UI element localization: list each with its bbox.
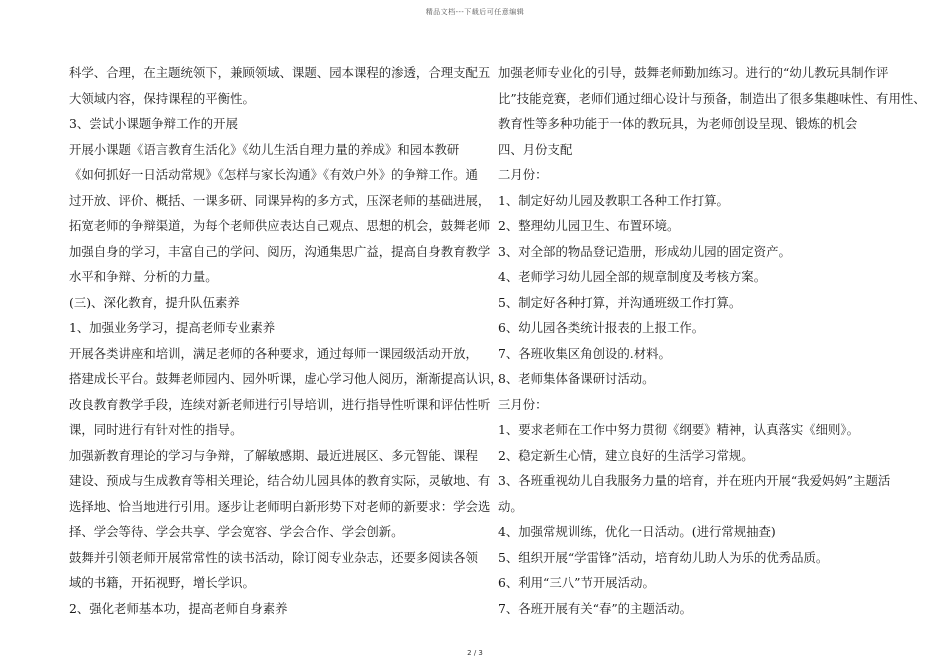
text-line: 水平和争辩、分析的力量。 <box>69 269 218 284</box>
text-line: 域的书籍，开拓视野，增长学识。 <box>69 575 255 590</box>
text-line: 比”技能竞赛，老师们通过细心设计与预备，制造出了很多集趣味性、有用性、 <box>498 90 926 106</box>
text-line: 建设、预成与生成教育等相关理论，结合幼儿园具体的教育实际，灵敏地、有 <box>69 473 491 488</box>
text-line: 选择地、恰当地进行引用。逐步让老师明白新形势下对老师的新要求：学会选 <box>69 498 491 514</box>
text-line: 开展小课题《语言教育生活化》《幼儿生活自理力量的养成》和园本教研 <box>69 141 460 157</box>
text-line: 2、整理幼儿园卫生、布置环境。 <box>498 218 680 233</box>
text-line: 6、利用“三八”节开展活动。 <box>498 575 655 590</box>
text-line: 改良教育教学手段，连续对新老师进行引导培训，进行指导性听课和评估性听 <box>69 396 491 412</box>
text-line: 加强新教育理论的学习与争辩，了解敏感期、最近进展区、多元智能、课程 <box>69 447 478 463</box>
text-line: 加强自身的学习，丰富自己的学问、阅历，沟通集思广益，提高自身教育教学 <box>69 243 491 259</box>
text-line: 《如何抓好一日活动常规》《怎样与家长沟通》《有效户外》的争辩工作。通 <box>69 167 478 182</box>
text-line: 三月份： <box>498 396 548 412</box>
text-line: 4、老师学习幼儿园全部的规章制度及考核方案。 <box>498 269 767 284</box>
text-line: 1、加强业务学习，提高老师专业素养 <box>69 320 276 335</box>
text-line: 3、对全部的物品登记造册，形成幼儿园的固定资产。 <box>498 243 791 259</box>
text-line: 科学、合理，在主题统领下，兼顾领域、课题、园本课程的渗透，合理支配五 <box>69 65 491 80</box>
text-line: 4、加强常规训练，优化一日活动。(进行常规抽查) <box>498 524 776 539</box>
text-line: 2、强化老师基本功，提高老师自身素养 <box>69 600 288 616</box>
text-line: 二月份： <box>498 167 548 182</box>
text-line: 7、各班开展有关“春”的主题活动。 <box>498 600 693 616</box>
left-column <box>69 60 503 621</box>
right-column <box>498 60 926 621</box>
text-line: 2、稳定新生心情，建立良好的生活学习常规。 <box>498 447 754 463</box>
text-line: 动。 <box>498 498 523 514</box>
page-header: 精品文档---下载后可任意编辑 <box>425 8 525 16</box>
text-line: 3、各班重视幼儿自我服务力量的培育，并在班内开展“我爱妈妈”主题活 <box>498 473 891 488</box>
text-line: 开展各类讲座和培训，满足老师的各种要求，通过每师一课园级活动开放， <box>69 345 478 361</box>
text-line: 课，同时进行有针对性的指导。 <box>69 422 243 437</box>
text-line: 6、幼儿园各类统计报表的上报工作。 <box>498 320 705 335</box>
text-line: 搭建成长平台。鼓舞老师园内、园外听课，虚心学习他人阅历，渐渐提高认识， <box>69 371 503 386</box>
text-line: 加强老师专业化的引导，鼓舞老师勤加练习。进行的“幼儿教玩具制作评 <box>498 65 889 80</box>
text-line: 3、尝试小课题争辩工作的开展 <box>69 116 238 131</box>
text-line: 四、月份支配 <box>498 141 573 157</box>
text-line: 过开放、评价、概括、一课多研、同课异构的多方式，压深老师的基础进展， <box>69 192 491 208</box>
text-line: 5、组织开展“学雷锋”活动，培育幼儿助人为乐的优秀品质。 <box>498 549 829 565</box>
page-number: 2 / 3 <box>467 649 483 657</box>
text-line: 7、各班收集区角创设的.材料。 <box>498 345 671 361</box>
text-line: 大领域内容，保持课程的平衡性。 <box>69 90 255 106</box>
text-line: 教育性等多种功能于一体的教玩具，为老师创设呈现、锻炼的机会 <box>498 116 858 131</box>
text-line: 鼓舞并引领老师开展常常性的读书活动，除订阅专业杂志，还要多阅读各领 <box>69 549 478 565</box>
text-line: 择、学会等待、学会共享、学会宽容、学会合作、学会创新。 <box>69 524 404 539</box>
text-line: (三)、深化教育，提升队伍素养 <box>69 294 240 310</box>
text-line: 1、要求老师在工作中努力贯彻《纲要》精神，认真落实《细则》。 <box>498 422 860 437</box>
text-line: 5、制定好各种打算，并沟通班级工作打算。 <box>498 294 742 310</box>
text-line: 1、制定好幼儿园及教职工各种工作打算。 <box>498 192 729 208</box>
text-line: 拓宽老师的争辩渠道，为每个老师供应表达自己观点、思想的机会，鼓舞老师 <box>69 218 491 233</box>
text-line: 8、老师集体备课研讨活动。 <box>498 371 655 386</box>
